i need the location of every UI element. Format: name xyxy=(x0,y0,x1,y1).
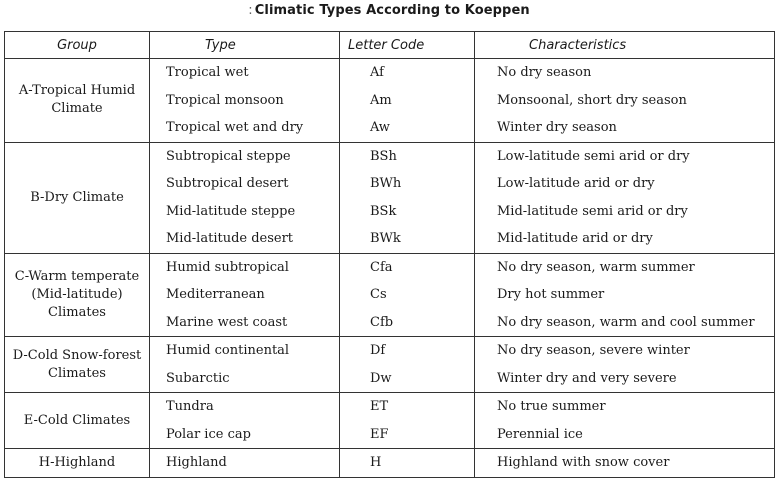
group-cell: H-Highland xyxy=(5,449,150,478)
type-item: Tundra xyxy=(166,399,214,414)
type-cell xyxy=(150,449,340,478)
characteristic-item: Low-latitude semi arid or dry xyxy=(497,148,690,164)
type-item: Tropical wet xyxy=(166,65,249,80)
table-title xyxy=(0,3,778,18)
table-row xyxy=(5,449,775,478)
type-item: Tropical wet and dry xyxy=(166,120,304,135)
code-cell xyxy=(340,337,475,393)
type-item: Polar ice cap xyxy=(166,426,251,442)
type-item: Humid continental xyxy=(166,343,290,358)
table-row xyxy=(5,337,775,393)
type-item: Subtropical steppe xyxy=(166,148,291,164)
characteristic-item: Mid-latitude semi arid or dry xyxy=(497,203,688,219)
code-item: BSk xyxy=(370,203,397,219)
type-cell xyxy=(150,142,340,253)
group-cell: B-Dry Climate xyxy=(5,142,150,253)
code-cell xyxy=(340,253,475,337)
type-item: Humid subtropical xyxy=(166,259,289,275)
header-type: Type xyxy=(150,32,340,59)
characteristics-cell xyxy=(475,59,775,143)
type-cell xyxy=(150,59,340,143)
code-item: Df xyxy=(370,343,386,358)
type-item: Subarctic xyxy=(166,370,230,386)
group-cell: D-Cold Snow-forest Climates xyxy=(5,337,150,393)
code-cell xyxy=(340,393,475,449)
characteristics-cell xyxy=(475,449,775,478)
type-item: Subtropical desert xyxy=(166,176,289,191)
group-cell: A-Tropical Humid Climate xyxy=(5,59,150,143)
characteristics-cell xyxy=(475,393,775,449)
type-item: Marine west coast xyxy=(166,314,288,330)
code-item: H xyxy=(370,455,382,470)
characteristic-item: No true summer xyxy=(497,399,606,414)
table-row xyxy=(5,142,775,253)
code-item: Am xyxy=(370,92,392,108)
type-cell xyxy=(150,253,340,337)
table-row xyxy=(5,59,775,143)
code-item: ET xyxy=(370,399,389,414)
code-item: Dw xyxy=(370,370,392,386)
header-group: Group xyxy=(5,32,150,59)
table-row xyxy=(5,393,775,449)
characteristic-item: Monsoonal, short dry season xyxy=(497,92,687,108)
characteristic-item: No dry season, warm and cool summer xyxy=(497,314,755,330)
code-item: Af xyxy=(370,65,384,80)
type-item: Mid-latitude desert xyxy=(166,231,294,246)
title-text: Climatic Types According to Koeppen xyxy=(254,3,530,18)
characteristic-item: Highland with snow cover xyxy=(497,455,670,470)
code-item: Aw xyxy=(370,120,390,135)
type-item: Mid-latitude steppe xyxy=(166,203,296,219)
code-item: Cs xyxy=(370,287,387,302)
title-prefix: : xyxy=(248,3,253,18)
characteristics-cell xyxy=(475,337,775,393)
characteristic-item: Low-latitude arid or dry xyxy=(497,176,655,191)
group-cell: E-Cold Climates xyxy=(5,393,150,449)
characteristic-item: Perennial ice xyxy=(497,426,583,442)
type-cell xyxy=(150,337,340,393)
characteristic-item: Winter dry season xyxy=(497,120,617,135)
characteristic-item: Mid-latitude arid or dry xyxy=(497,231,653,246)
code-item: Cfb xyxy=(370,314,394,330)
characteristics-cell xyxy=(475,253,775,337)
code-item: EF xyxy=(370,426,389,442)
characteristic-item: No dry season, warm summer xyxy=(497,259,695,275)
characteristic-item: Winter dry and very severe xyxy=(497,370,677,386)
group-cell: C-Warm temperate (Mid-latitude) Climates xyxy=(5,253,150,337)
code-item: Cfa xyxy=(370,259,393,275)
code-item: BSh xyxy=(370,148,397,164)
header-row xyxy=(5,32,775,59)
code-cell xyxy=(340,59,475,143)
type-item: Highland xyxy=(166,455,227,470)
characteristic-item: No dry season, severe winter xyxy=(497,343,690,358)
header-letter-code: Letter Code xyxy=(340,32,475,59)
type-item: Mediterranean xyxy=(166,287,265,302)
characteristic-item: Dry hot summer xyxy=(497,287,605,302)
type-item: Tropical monsoon xyxy=(166,92,284,108)
characteristic-item: No dry season xyxy=(497,65,592,80)
code-cell xyxy=(340,142,475,253)
table-row xyxy=(5,253,775,337)
type-cell xyxy=(150,393,340,449)
code-item: BWh xyxy=(370,176,402,191)
code-cell xyxy=(340,449,475,478)
code-item: BWk xyxy=(370,231,401,246)
characteristics-cell xyxy=(475,142,775,253)
koeppen-table xyxy=(4,31,775,478)
header-characteristics: Characteristics xyxy=(475,32,775,59)
